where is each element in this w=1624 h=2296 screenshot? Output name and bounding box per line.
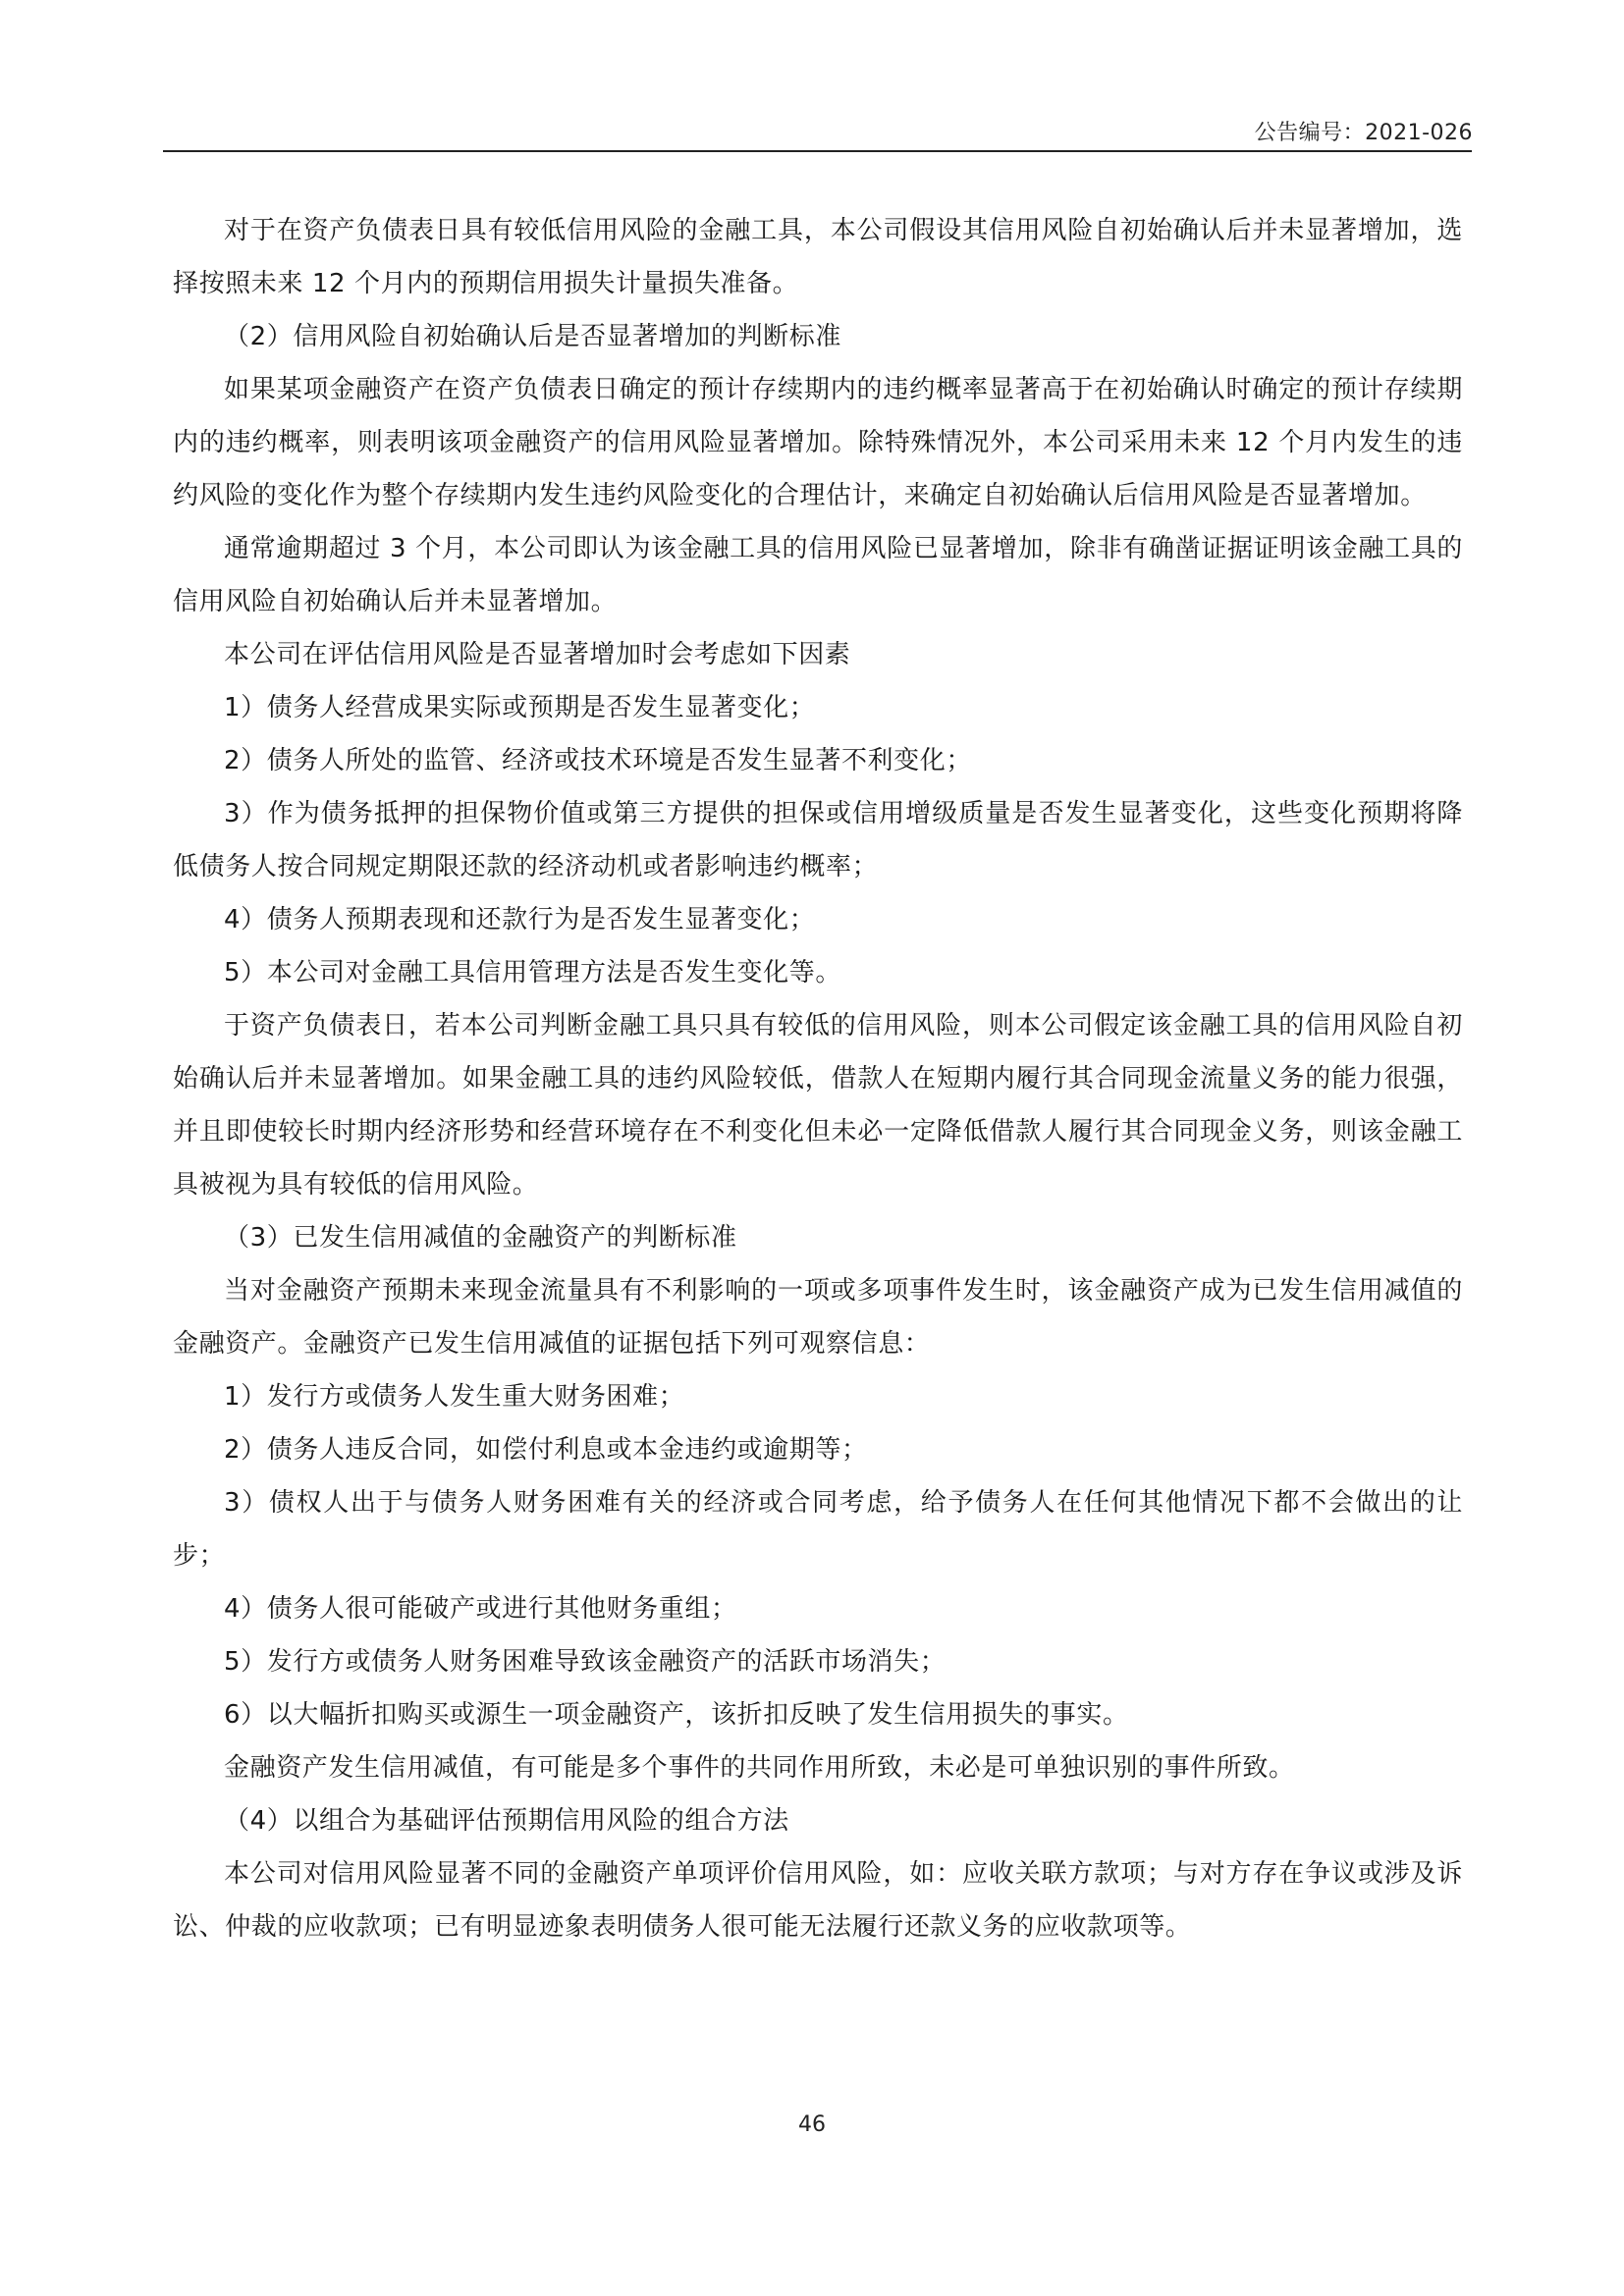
list-item: 1）发行方或债务人发生重大财务困难； (224, 1382, 685, 1412)
paragraph: 于资产负债表日，若本公司判断金融工具只具有较低的信用风险，则本公司假定该金融工具的信用风险自初始确认后并未显著增加。如果金融工具的违约风险较低，借款人在短期内履行其合同现金流量义务的能力很强，并且即使较长时期内经济形势和经营环境存在不利变化但未必一定降低借款人履行其合同现金义务，则该金融工具被视为具有较低的信用风险。 (173, 1011, 1463, 1200)
list-item: 3）债权人出于与债务人财务困难有关的经济或合同考虑，给予债务人在任何其他情况下都不会做出的让步； (173, 1488, 1463, 1571)
list-item: 3）作为债务抵押的担保物价值或第三方提供的担保或信用增级质量是否发生显著变化，这些变化预期将降低债务人按合同规定期限还款的经济动机或者影响违约概率； (173, 799, 1463, 881)
page-number: 46 (798, 2112, 826, 2137)
paragraph: 通常逾期超过 3 个月，本公司即认为该金融工具的信用风险已显著增加，除非有确凿证据证明该金融工具的信用风险自初始确认后并未显著增加。 (173, 534, 1463, 616)
announcement-number: 公告编号：2021-026 (1254, 121, 1473, 145)
document-body (173, 204, 1463, 1953)
list-item: 5）发行方或债务人财务困难导致该金融资产的活跃市场消失； (224, 1647, 947, 1677)
section-heading: （4）以组合为基础评估预期信用风险的组合方法 (224, 1806, 789, 1836)
paragraph: 当对金融资产预期未来现金流量具有不利影响的一项或多项事件发生时，该金融资产成为已发生信用减值的金融资产。金融资产已发生信用减值的证据包括下列可观察信息： (173, 1276, 1463, 1359)
paragraph: 金融资产发生信用减值，有可能是多个事件的共同作用所致，未必是可单独识别的事件所致。 (224, 1753, 1295, 1783)
paragraph: 本公司对信用风险显著不同的金融资产单项评价信用风险，如：应收关联方款项；与对方存在争议或涉及诉讼、仲裁的应收款项；已有明显迹象表明债务人很可能无法履行还款义务的应收款项等。 (173, 1859, 1463, 1942)
paragraph: 对于在资产负债表日具有较低信用风险的金融工具，本公司假设其信用风险自初始确认后并未显著增加，选择按照未来 12 个月内的预期信用损失计量损失准备。 (173, 216, 1463, 298)
header-divider (163, 150, 1472, 152)
section-heading: （3）已发生信用减值的金融资产的判断标准 (224, 1223, 737, 1253)
paragraph: 如果某项金融资产在资产负债表日确定的预计存续期内的违约概率显著高于在初始确认时确定的预计存续期内的违约概率，则表明该项金融资产的信用风险显著增加。除特殊情况外，本公司采用未来 12 个月内发生的违约风险的变化作为整个存续期内发生违约风险变化的合理估计，来确定自初始确认后信用风险是否显著增加。 (173, 375, 1463, 510)
list-item: 2）债务人所处的监管、经济或技术环境是否发生显著不利变化； (224, 746, 972, 775)
section-heading: （2）信用风险自初始确认后是否显著增加的判断标准 (224, 322, 841, 351)
list-item: 5）本公司对金融工具信用管理方法是否发生变化等。 (224, 958, 841, 988)
list-item: 6）以大幅折扣购买或源生一项金融资产，该折扣反映了发生信用损失的事实。 (224, 1700, 1129, 1730)
paragraph: 本公司在评估信用风险是否显著增加时会考虑如下因素 (224, 640, 851, 669)
list-item: 2）债务人违反合同，如偿付利息或本金违约或逾期等； (224, 1435, 868, 1465)
list-item: 4）债务人预期表现和还款行为是否发生显著变化； (224, 905, 816, 934)
list-item: 4）债务人很可能破产或进行其他财务重组； (224, 1594, 737, 1624)
list-item: 1）债务人经营成果实际或预期是否发生显著变化； (224, 693, 816, 722)
